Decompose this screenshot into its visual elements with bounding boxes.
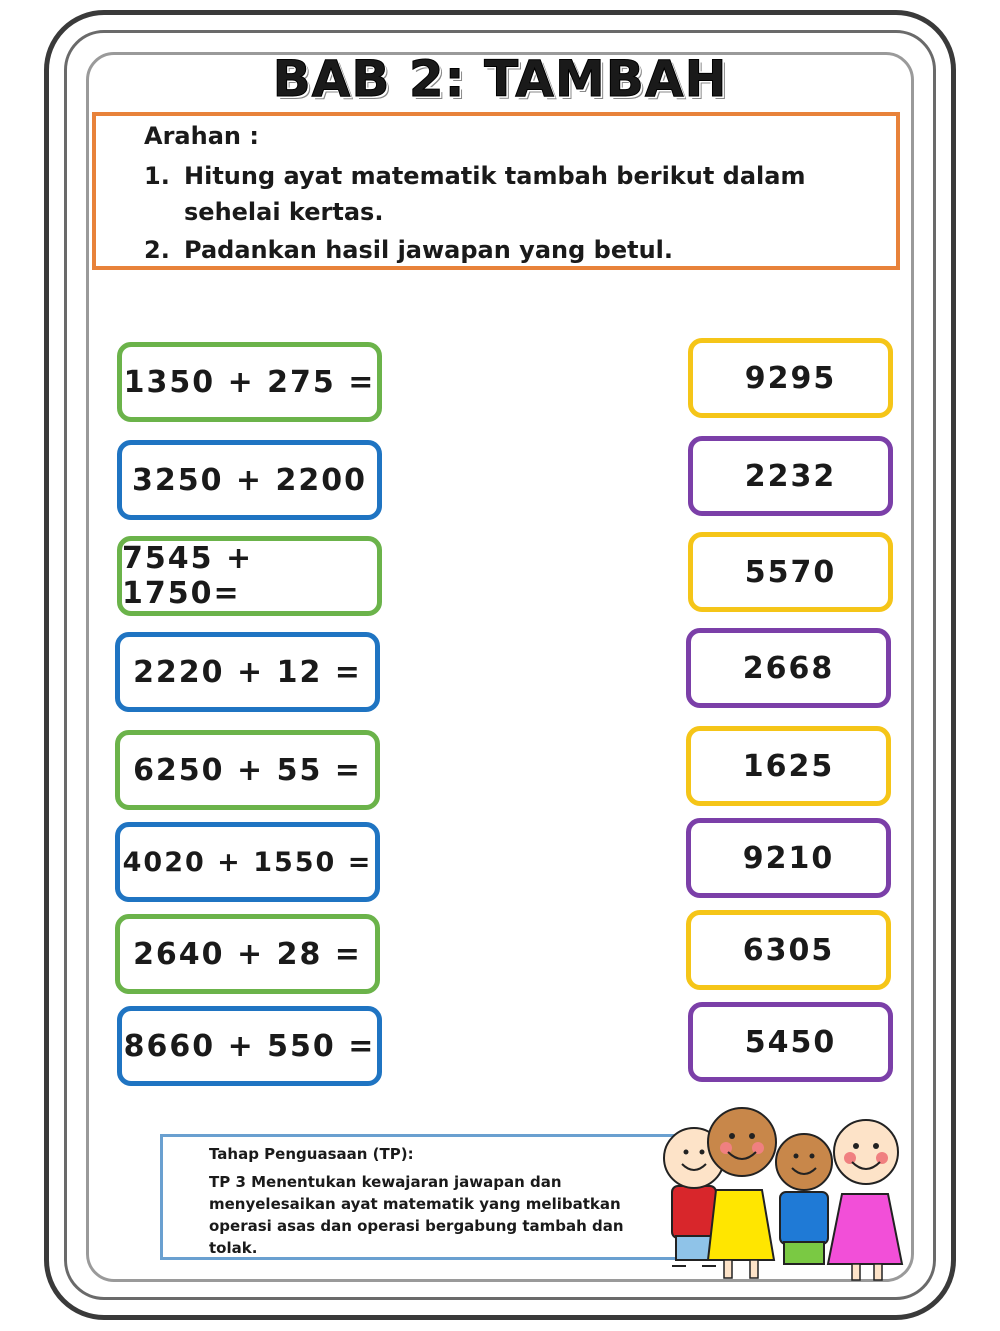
tp-heading: Tahap Penguasaan (TP):: [209, 1145, 414, 1163]
question-box-2[interactable]: [117, 440, 382, 520]
page-title: BAB 2: TAMBAH: [272, 50, 728, 108]
answer-box-6[interactable]: [686, 818, 891, 898]
question-text: 2640 + 28 =: [133, 936, 362, 972]
question-box-1[interactable]: [117, 342, 382, 422]
answer-box-5[interactable]: [686, 726, 891, 806]
tp-box: [160, 1134, 690, 1260]
kids-illustration: [652, 1100, 922, 1290]
answer-box-7[interactable]: [686, 910, 891, 990]
question-box-3[interactable]: [117, 536, 382, 616]
answer-box-8[interactable]: [688, 1002, 893, 1082]
instruction-number: 2.: [144, 236, 170, 264]
answer-text: 6305: [742, 932, 835, 968]
question-text: 2220 + 12 =: [133, 654, 362, 690]
question-text: 6250 + 55 =: [133, 752, 362, 788]
instructions-heading: Arahan :: [144, 122, 259, 150]
instruction-text: Padankan hasil jawapan yang betul.: [184, 236, 673, 264]
instruction-text: Hitung ayat matematik tambah berikut dalam sehelai kertas.: [184, 162, 806, 226]
tp-description: TP 3 Menentukan kewajaran jawapan dan menyelesaikan ayat matematik yang melibatkan operasi asas dan operasi bergabung tambah dan tolak.: [209, 1173, 624, 1257]
question-box-4[interactable]: [115, 632, 380, 712]
kid-pink: [828, 1120, 902, 1280]
answer-text: 9210: [742, 840, 835, 876]
question-box-7[interactable]: [115, 914, 380, 994]
instruction-number: 1.: [144, 162, 170, 190]
question-box-8[interactable]: [117, 1006, 382, 1086]
answer-box-4[interactable]: [686, 628, 891, 708]
kid-blue: [776, 1134, 832, 1264]
question-text: 8660 + 550 =: [123, 1028, 376, 1064]
question-text: 1350 + 275 =: [123, 364, 376, 400]
question-box-6[interactable]: [115, 822, 380, 902]
question-box-5[interactable]: [115, 730, 380, 810]
answer-text: 9295: [744, 360, 837, 396]
instruction-item-2: [144, 232, 824, 268]
kid-yellow: [708, 1108, 776, 1278]
answer-text: 5450: [744, 1024, 837, 1060]
answer-text: 1625: [742, 748, 835, 784]
answer-text: 5570: [744, 554, 837, 590]
answer-box-2[interactable]: [688, 436, 893, 516]
question-text: 7545 + 1750=: [122, 541, 254, 611]
answer-box-3[interactable]: [688, 532, 893, 612]
answer-text: 2232: [744, 458, 837, 494]
question-text: 4020 + 1550 =: [122, 846, 373, 878]
answer-text: 2668: [742, 650, 835, 686]
question-text: 3250 + 2200: [131, 462, 368, 498]
answer-box-1[interactable]: [688, 338, 893, 418]
instruction-item-1: [144, 158, 824, 230]
instructions-box: [92, 112, 900, 270]
